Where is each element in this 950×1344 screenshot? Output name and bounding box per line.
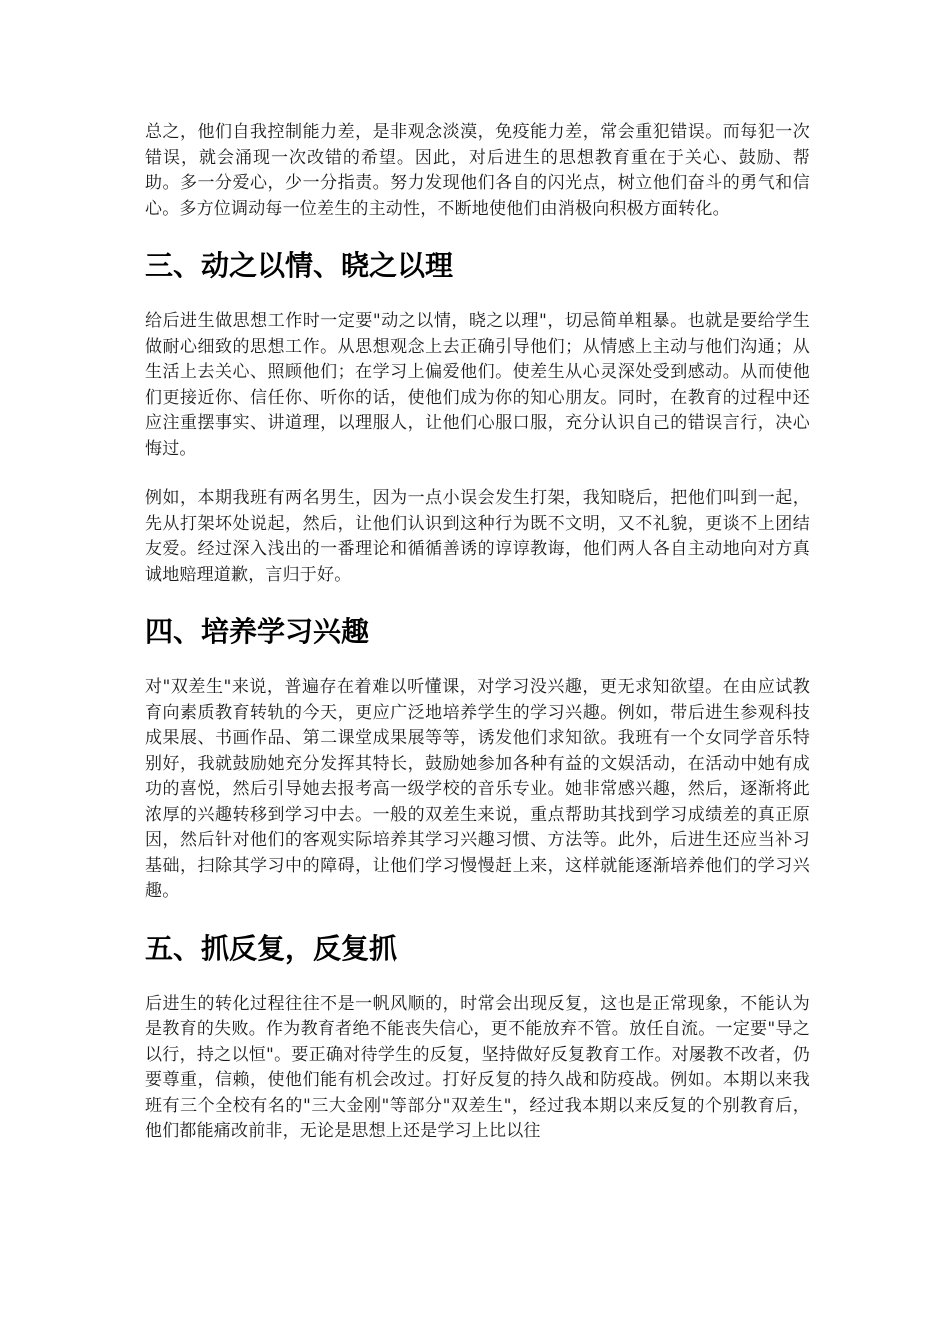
paragraph-section-5-body: 后进生的转化过程往往不是一帆风顺的，时常会出现反复，这也是正常现象，不能认为是教育的失败。作为教育者绝不能丧失信心，更不能放弃不管。放任自流。一定要"导之以行，持之以恒"。要正确对待学生的反复，坚持做好反复教育工作。对屡教不改者，仍要尊重，信赖，使他们能有机会改过。打好反复的持久战和防疫战。例如。本期以来我班有三个全校有名的"三大金刚"等部分"双差生"，经过我本期以来反复的个别教育后，他们都能痛改前非，无论是思想上还是学习上比以往 <box>145 993 810 1141</box>
heading-section-5: 五、抓反复，反复抓 <box>145 931 398 965</box>
paragraph-section-3-example: 例如，本期我班有两名男生，因为一点小误会发生打架，我知晓后，把他们叫到一起，先从打架坏处说起，然后，让他们认识到这种行为既不文明，又不礼貌，更谈不上团结友爱。经过深入浅出的一番理论和循循善诱的谆谆教诲，他们两人各自主动地向对方真诚地赔理道歉，言归于好。 <box>145 488 810 585</box>
paragraph-summary: 总之，他们自我控制能力差，是非观念淡漠，免疫能力差，常会重犯错误。而每犯一次错误，就会涌现一次改错的希望。因此，对后进生的思想教育重在于关心、鼓励、帮助。多一分爱心，少一分指责。努力发现他们各自的闪光点，树立他们奋斗的勇气和信心。多方位调动每一位差生的主动性，不断地使他们由消极向积极方面转化。 <box>145 122 810 219</box>
heading-section-4: 四、培养学习兴趣 <box>145 615 370 648</box>
document-page <box>145 120 810 1145</box>
paragraph-section-3-body: 给后进生做思想工作时一定要"动之以情，晓之以理"，切忌简单粗暴。也就是要给学生做耐心细致的思想工作。从思想观念上去正确引导他们；从情感上主动与他们沟通；从生活上去关心、照顾他们；在学习上偏爱他们。使差生从心灵深处受到感动。从而使他们更接近你、信任你、听你的话，使他们成为你的知心朋友。同时，在教育的过程中还应注重摆事实、讲道理，以理服人，让他们心服口服，充分认识自己的错误言行，决心悔过。 <box>145 311 810 459</box>
paragraph-section-4-body: 对"双差生"来说，普遍存在着难以听懂课，对学习没兴趣，更无求知欲望。在由应试教育向素质教育转轨的今天，更应广泛地培养学生的学习兴趣。例如，带后进生参观科技成果展、书画作品、第二课堂成果展等等，诱发他们求知欲。我班有一个女同学音乐特别好，我就鼓励她充分发挥其特长，鼓励她参加各种有益的文娱活动，在活动中她有成功的喜悦，然后引导她去报考高一级学校的音乐专业。她非常感兴趣，然后，逐渐将此浓厚的兴趣转移到学习中去。一般的双差生来说，重点帮助其找到学习成绩差的真正原因，然后针对他们的客观实际培养其学习兴趣习惯、方法等。此外，后进生还应当补习基础，扫除其学习中的障碍，让他们学习慢慢赶上来，这样就能逐渐培养他们的学习兴趣。 <box>145 677 810 901</box>
heading-section-3: 三、动之以情、晓之以理 <box>145 249 454 282</box>
